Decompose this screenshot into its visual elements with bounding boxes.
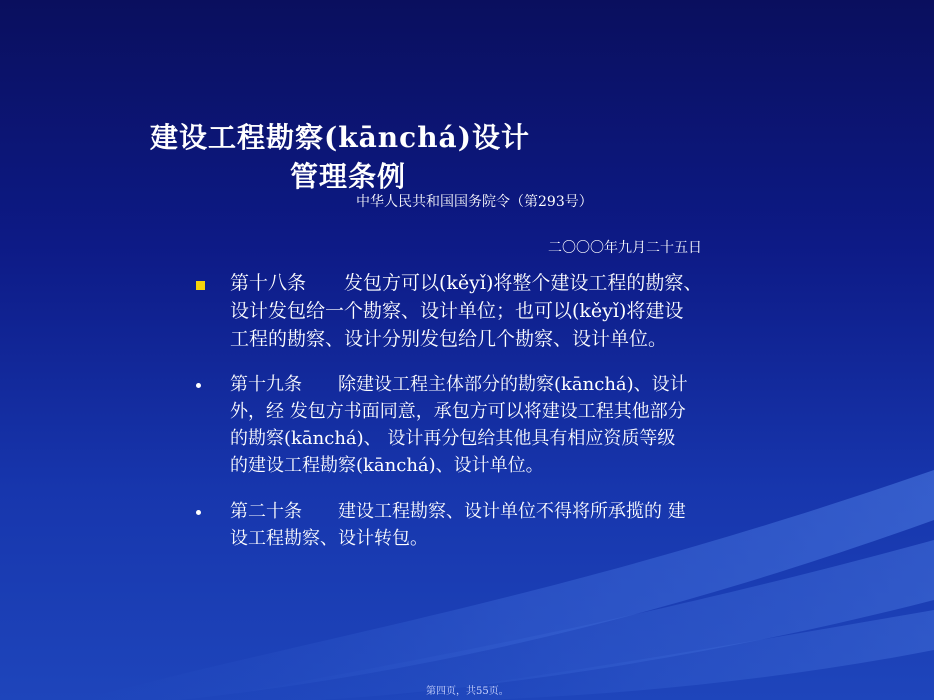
article-18 — [230, 269, 820, 353]
article-19 — [230, 371, 820, 479]
article-20-line: 设工程勘察、设计转包。 — [230, 528, 428, 549]
decree-subtitle: 中华人民共和国国务院令（第293号） — [356, 194, 593, 210]
article-18-line: 第十八条 发包方可以(kěyǐ)将整个建设工程的勘察、 — [230, 272, 703, 294]
article-19-line: 的勘察(kānchá)、 设计再分包给其他具有相应资质等级 — [230, 428, 676, 449]
dot-bullet-icon — [196, 383, 201, 388]
article-18-line: 设计发包给一个勘察、设计单位；也可以(kěyǐ)将建设 — [230, 300, 684, 322]
article-19-line: 第十九条 除建设工程主体部分的勘察(kānchá)、设计 — [230, 374, 688, 395]
title-line-2: 管理条例 — [290, 160, 407, 193]
article-19-line: 外，经 发包方书面同意，承包方可以将建设工程其他部分 — [230, 401, 686, 422]
article-19-line: 的建设工程勘察(kānchá)、设计单位。 — [230, 455, 544, 476]
title-line-1: 建设工程勘察(kānchá)设计 — [150, 121, 530, 154]
article-20-line: 第二十条 建设工程勘察、设计单位不得将所承揽的 建 — [230, 501, 686, 522]
article-20 — [230, 498, 820, 552]
article-18-line: 工程的勘察、设计分别发包给几个勘察、设计单位。 — [230, 328, 668, 350]
date-subtitle: 二〇〇〇年九月二十五日 — [548, 240, 702, 256]
dot-bullet-icon — [196, 510, 201, 515]
square-bullet-icon — [196, 281, 205, 290]
page-footer: 第四页，共55页。 — [426, 686, 509, 697]
